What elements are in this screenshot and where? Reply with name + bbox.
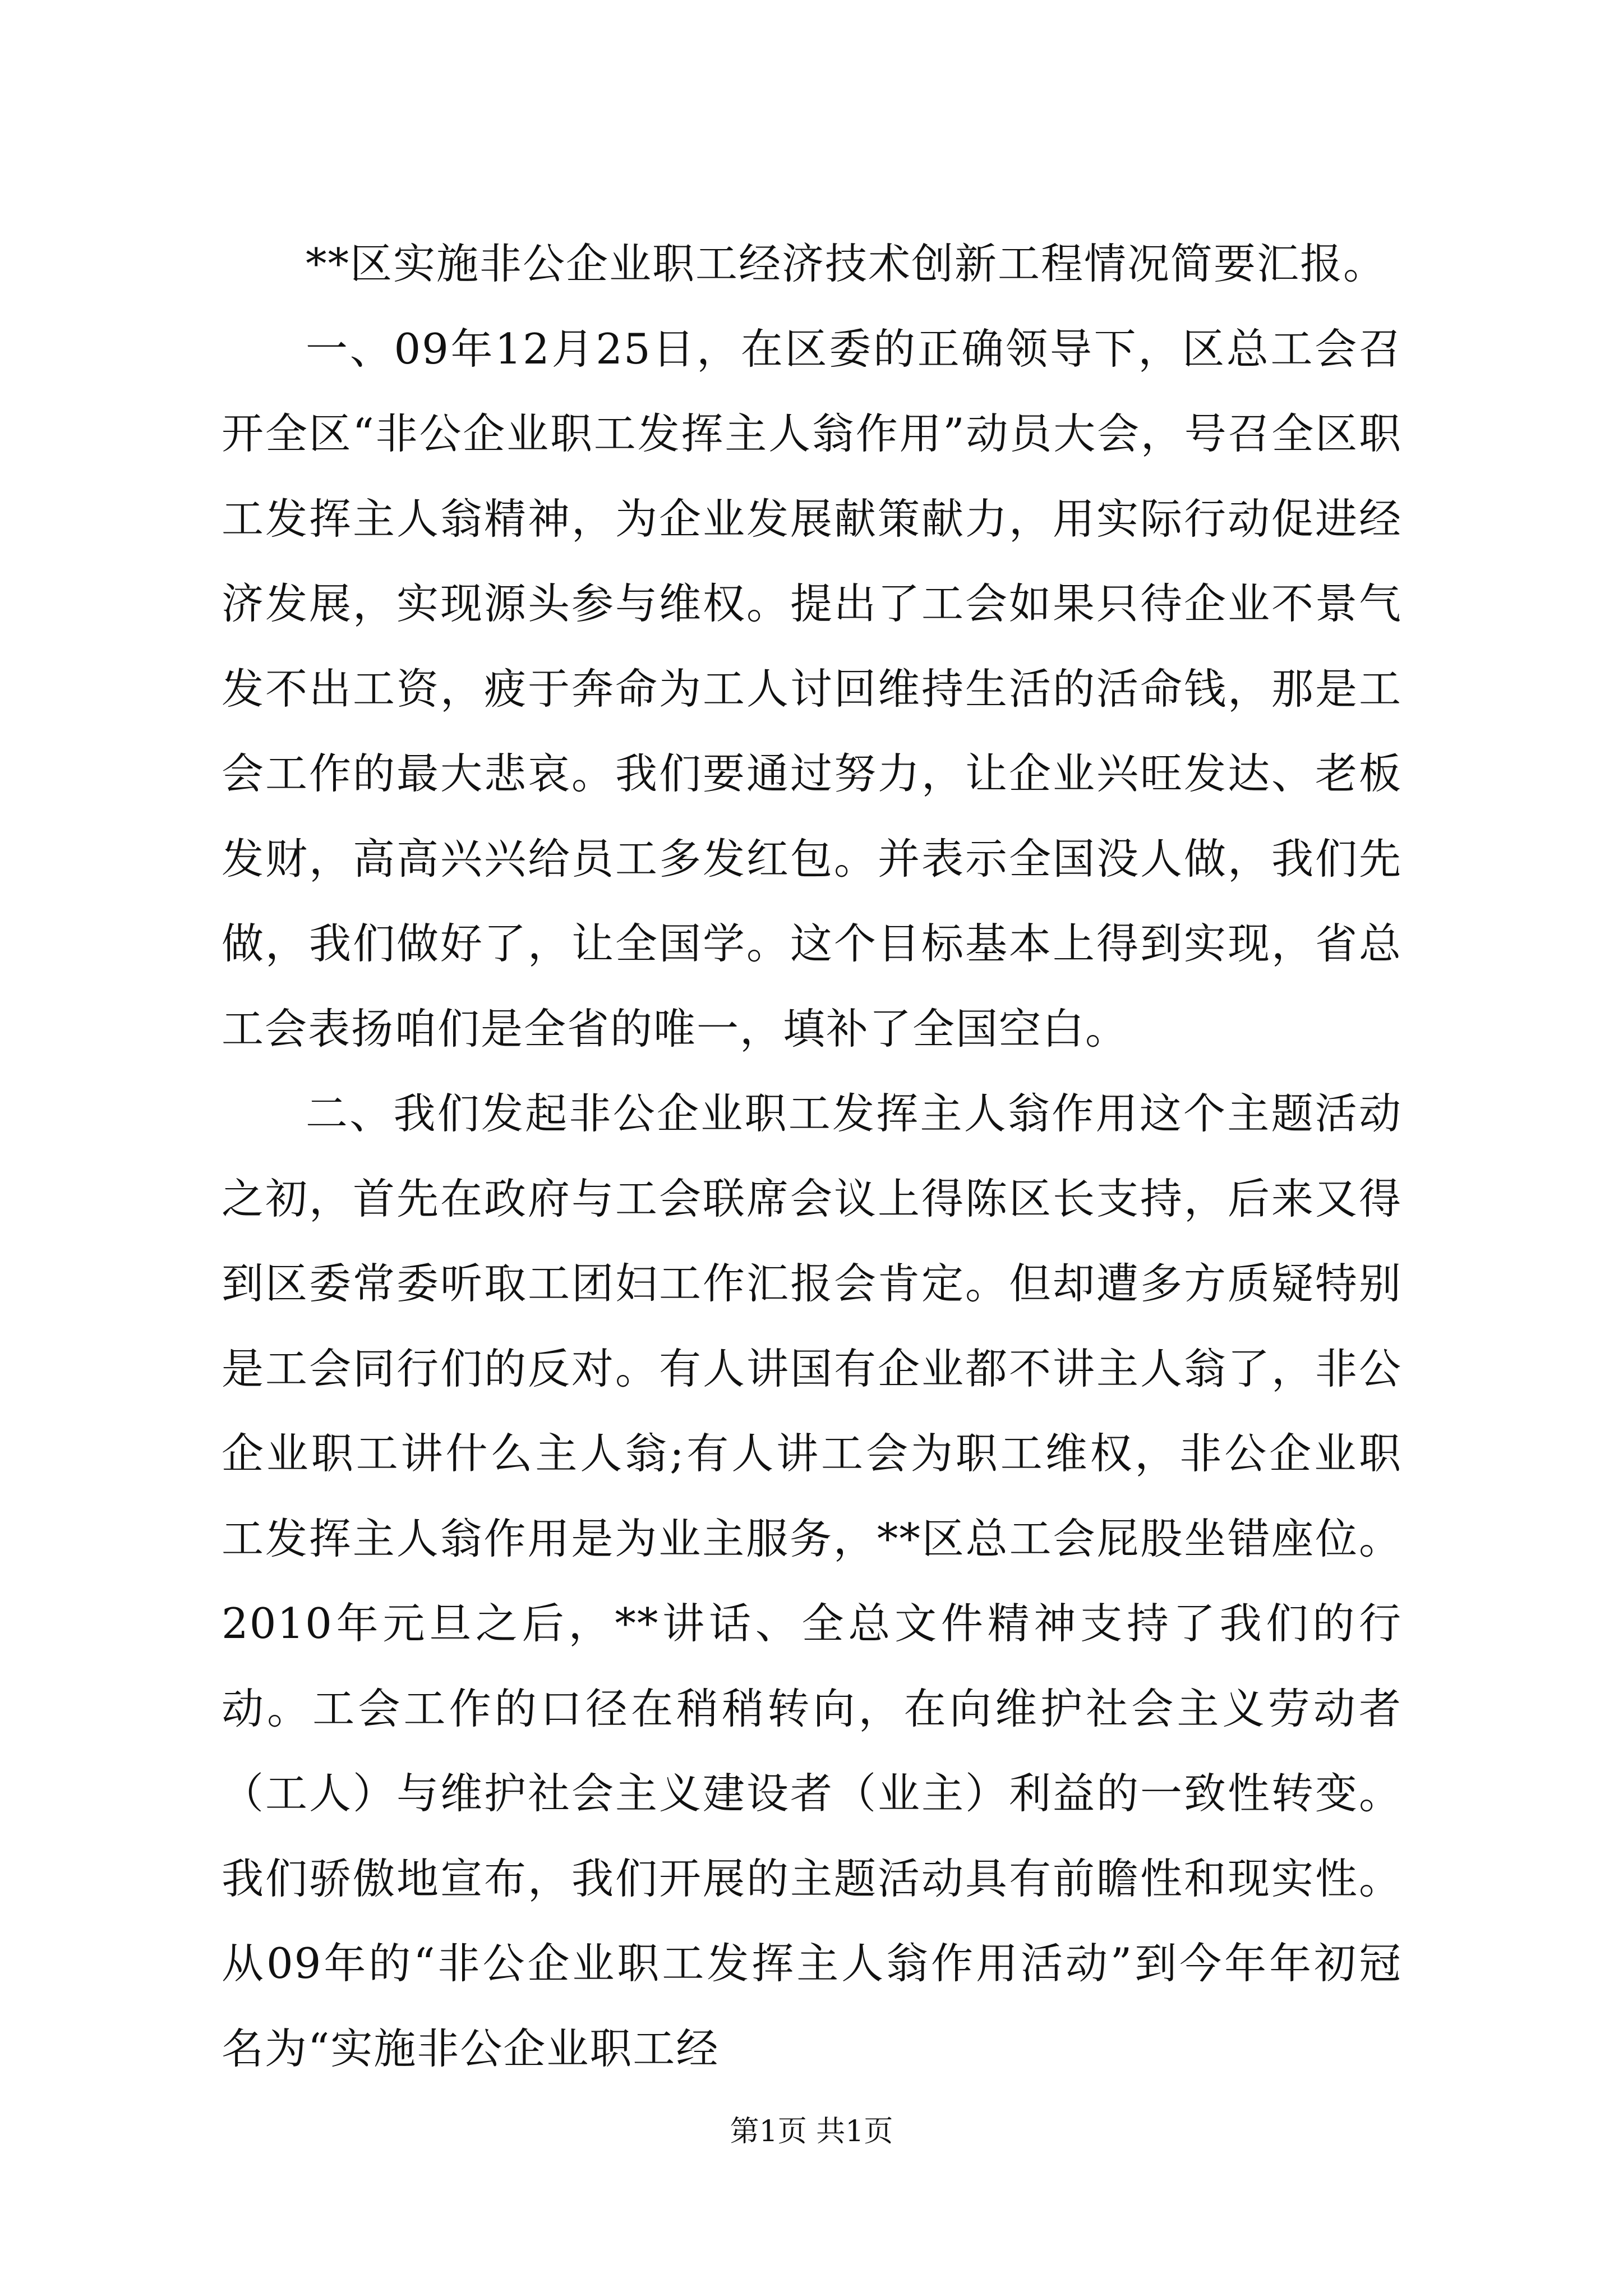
paragraph-section-two: 二、我们发起非公企业职工发挥主人翁作用这个主题活动之初，首先在政府与工会联席会议上得陈区长支持，后来又得到区委常委听取工团妇工作汇报会肯定。但却遭多方质疑特别是工会同行们的反对。有人讲国有企业都不讲主人翁了，非公企业职工讲什么主人翁;有人讲工会为职工维权，非公企业职工发挥主人翁作用是为业主服务，**区总工会屁股坐错座位。2010年元旦之后，**讲话、全总文件精神支持了我们的行动。工会工作的口径在稍稍转向，在向维护社会主义劳动者（工人）与维护社会主义建设者（业主）利益的一致性转变。我们骄傲地宣布，我们开展的主题活动具有前瞻性和现实性。从09年的“非公企业职工发挥主人翁作用活动”到今年年初冠名为“实施非公企业职工经 bbox=[222, 1089, 1402, 2073]
paragraph-section-one: 一、09年12月25日，在区委的正确领导下，区总工会召开全区“非公企业职工发挥主人翁作用”动员大会，号召全区职工发挥主人翁精神，为企业发展献策献力，用实际行动促进经济发展，实现源头参与维权。提出了工会如果只待企业不景气发不出工资，疲于奔命为工人讨回维持生活的活命钱，那是工会工作的最大悲哀。我们要通过努力，让企业兴旺发达、老板发财，高高兴兴给员工多发红包。并表示全国没人做，我们先做，我们做好了，让全国学。这个目标基本上得到实现，省总工会表扬咱们是全省的唯一，填补了全国空白。 bbox=[222, 324, 1402, 1053]
document-body bbox=[222, 222, 1402, 2091]
page-footer: 第1页 共1页 bbox=[730, 2115, 893, 2148]
paragraph-title: **区实施非公企业职工经济技术创新工程情况简要汇报。 bbox=[306, 239, 1387, 288]
